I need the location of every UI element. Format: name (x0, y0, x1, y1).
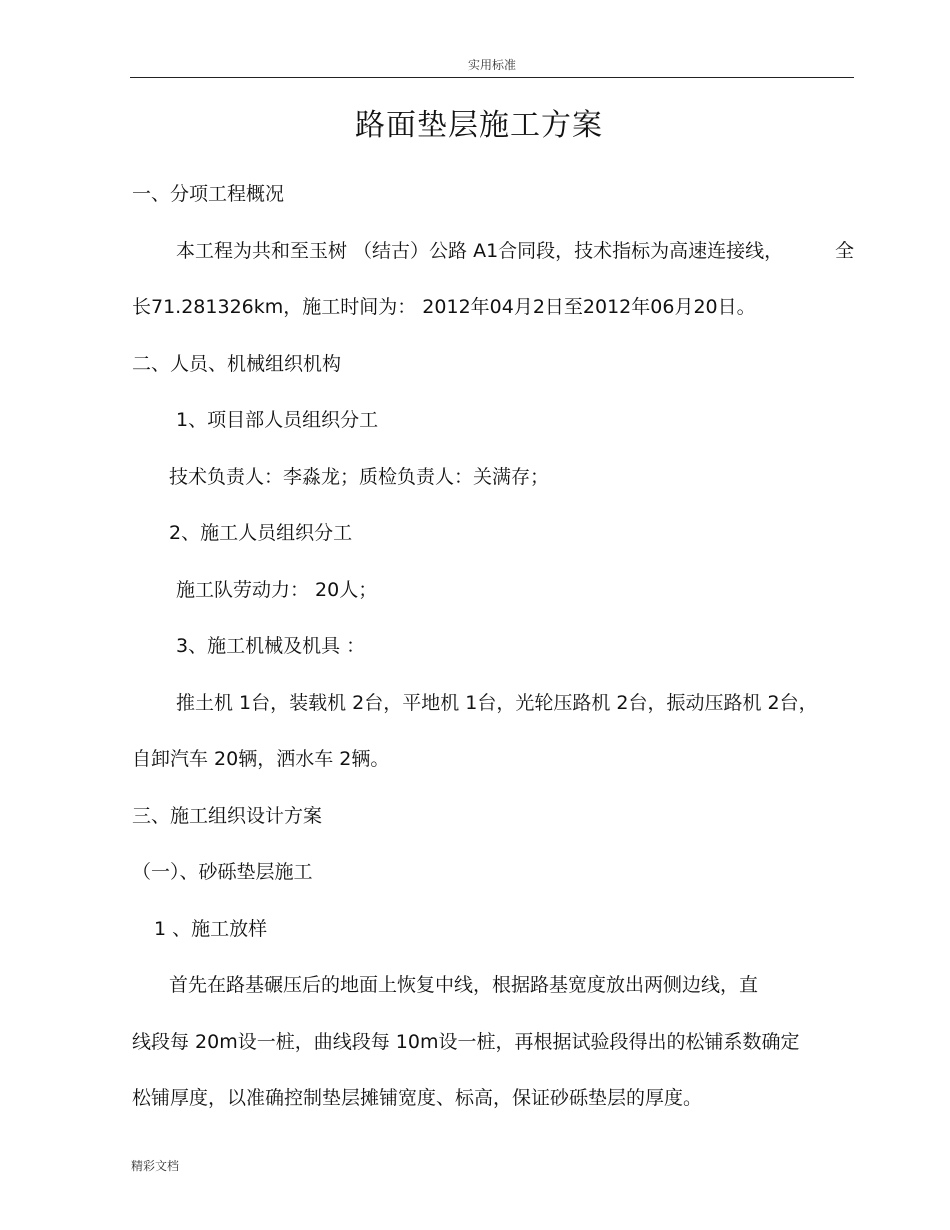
subheading-project-staff: 1、项目部人员组织分工 (176, 409, 379, 431)
machinery-list-line-1: 推土机 1台，装载机 2台，平地机 1台，光轮压路机 2台，振动压路机 2台， (176, 692, 818, 714)
layout-paragraph-line-2: 线段每 20m设一桩，曲线段每 10m设一桩，再根据试验段得出的松铺系数确定 (132, 1031, 800, 1053)
section-heading-overview: 一、分项工程概况 (132, 183, 285, 205)
page-footer-text: 精彩文档 (131, 1159, 180, 1173)
construction-staff-content: 施工队劳动力： 20人； (176, 579, 378, 601)
subheading-machinery: 3、施工机械及机具 ： (176, 635, 366, 657)
overview-paragraph-line-1 (132, 239, 854, 263)
header-divider (130, 77, 854, 78)
layout-paragraph-line-3: 松铺厚度，以准确控制垫层摊铺宽度、标高，保证砂砾垫层的厚度。 (132, 1087, 703, 1109)
document-title: 路面垫层施工方案 (355, 108, 603, 143)
overview-paragraph-line-1-text: 本工程为共和至玉树 （结古）公路 A1合同段，技术指标为高速连接线， (176, 240, 784, 262)
layout-paragraph-line-1: 首先在路基碾压后的地面上恢复中线，根据路基宽度放出两侧边线，直 (169, 974, 759, 996)
project-staff-content: 技术负责人：李淼龙；质检负责人：关满存； (169, 466, 550, 488)
section-heading-organization: 二、人员、机械组织机构 (132, 353, 342, 375)
page-header-text: 实用标准 (467, 58, 516, 72)
subheading-construction-staff: 2、施工人员组织分工 (169, 522, 353, 544)
overview-paragraph-line-1-end: 全 (834, 240, 854, 262)
overview-paragraph-line-2: 长71.281326km，施工时间为： 2012年04月2日至2012年06月20日。 (132, 296, 756, 318)
subheading-gravel-cushion: （一）、砂砾垫层施工 (132, 861, 313, 883)
machinery-list-line-2: 自卸汽车 20辆，洒水车 2辆。 (132, 748, 390, 770)
section-heading-design-plan: 三、施工组织设计方案 (132, 805, 323, 827)
step-heading-layout: 1 、施工放样 (154, 918, 268, 940)
